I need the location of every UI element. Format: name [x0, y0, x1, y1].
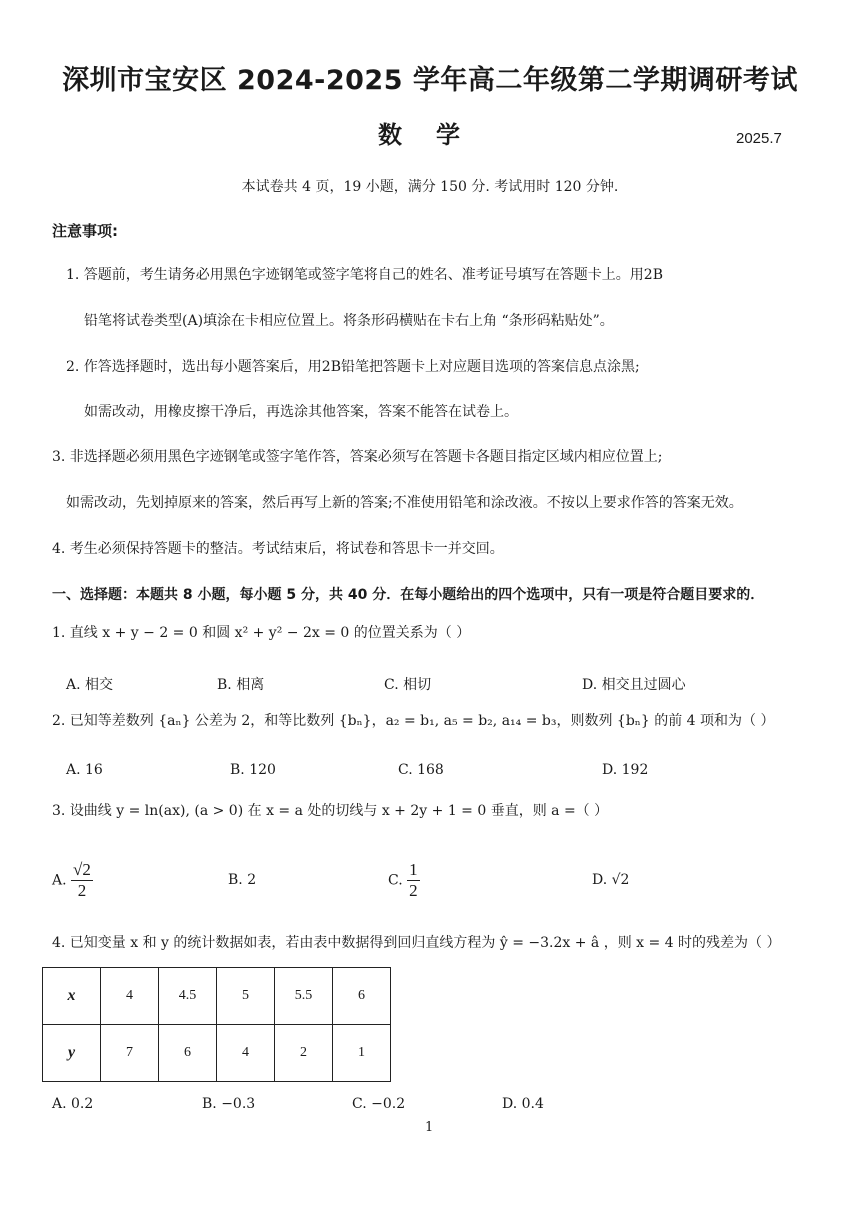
- section-heading: 一、选择题：本题共 8 小题，每小题 5 分，共 40 分．在每小题给出的四个选项中，只有一项是符合题目要求的．: [52, 587, 765, 603]
- q2-option-d: D. 192: [602, 762, 649, 778]
- exam-title: 深圳市宝安区 2024-2025 学年高二年级第二学期调研考试: [62, 65, 798, 96]
- q3-option-c: [388, 860, 420, 901]
- question-4: 4. 已知变量 x 和 y 的统计数据如表，若由表中数据得到回归直线方程为 ŷ = −3.2x + â ，则 x = 4 时的残差为（ ）: [52, 935, 781, 951]
- q4-option-d: D. 0.4: [502, 1096, 544, 1112]
- table-cell: 1: [333, 1025, 391, 1082]
- notice-heading: 注意事项:: [52, 222, 118, 240]
- notice-item-1b: 铅笔将试卷类型(A)填涂在卡相应位置上。将条形码横贴在卡右上角 “条形码粘贴处”。: [84, 313, 614, 329]
- table-cell: 4: [217, 1025, 275, 1082]
- q3-option-a-denominator: 2: [77, 881, 87, 900]
- q2-option-c: C. 168: [398, 762, 444, 778]
- page-number: 1: [425, 1120, 434, 1135]
- q3-option-c-numerator: 1: [409, 860, 418, 879]
- table-cell: 4.5: [159, 968, 217, 1025]
- q4-option-b: B. −0.3: [202, 1096, 256, 1112]
- notice-item-2a: 2. 作答选择题时，选出每小题答案后，用2B铅笔把答题卡上对应题目选项的答案信息点涂黑;: [66, 359, 640, 375]
- q2-option-b: B. 120: [230, 762, 276, 778]
- q1-option-c: C. 相切: [384, 677, 432, 693]
- table-cell: 6: [333, 968, 391, 1025]
- q3-option-c-label: C.: [388, 872, 403, 889]
- table-cell: 7: [101, 1025, 159, 1082]
- subject-title: 数学: [378, 121, 494, 149]
- q4-option-a: A. 0.2: [52, 1096, 94, 1112]
- q3-option-a-fraction: [71, 860, 93, 901]
- q1-option-b: B. 相离: [217, 677, 265, 693]
- table-cell: 4: [101, 968, 159, 1025]
- q3-option-a: [52, 860, 93, 901]
- q3-option-b: B. 2: [228, 872, 257, 888]
- table-cell: 5: [217, 968, 275, 1025]
- table-cell: x: [43, 968, 101, 1025]
- statistics-table: [42, 967, 391, 1082]
- table-cell: 5.5: [275, 968, 333, 1025]
- table-row-x: [43, 968, 391, 1025]
- notice-item-3a: 3. 非选择题必须用黑色字迹钢笔或签字笔作答，答案必须写在答题卡各题目指定区域内相应位置上;: [52, 449, 663, 465]
- notice-item-3b: 如需改动，先划掉原来的答案，然后再写上新的答案;不准使用铅笔和涂改液。不按以上要求作答的答案无效。: [66, 495, 743, 511]
- question-3: 3. 设曲线 y = ln(ax), (a > 0) 在 x = a 处的切线与 x + 2y + 1 = 0 垂直，则 a =（ ）: [52, 803, 609, 819]
- table-cell: y: [43, 1025, 101, 1082]
- notice-item-4: 4. 考生必须保持答题卡的整洁。考试结束后，将试卷和答思卡一并交回。: [52, 541, 504, 557]
- q3-option-d: D. √2: [592, 872, 630, 888]
- question-2: 2. 已知等差数列 {aₙ} 公差为 2，和等比数列 {bₙ}，a₂ = b₁, a₅ = b₂, a₁₄ = b₃，则数列 {bₙ} 的前 4 项和为（ ）: [52, 713, 775, 729]
- notice-item-2b: 如需改动，用橡皮擦干净后，再选涂其他答案，答案不能答在试卷上。: [84, 404, 518, 420]
- q2-option-a: A. 16: [66, 762, 103, 778]
- table-cell: 6: [159, 1025, 217, 1082]
- q1-option-d: D. 相交且过圆心: [582, 677, 686, 693]
- exam-date: 2025.7: [736, 130, 782, 147]
- question-1: 1. 直线 x + y − 2 = 0 和圆 x² + y² − 2x = 0 的位置关系为（ ）: [52, 625, 471, 641]
- table-row-y: [43, 1025, 391, 1082]
- q3-option-a-numerator: √2: [73, 860, 91, 879]
- q3-option-c-denominator: 2: [409, 881, 418, 900]
- q3-option-c-fraction: [407, 860, 420, 901]
- q3-option-a-label: A.: [52, 872, 67, 889]
- exam-intro: 本试卷共 4 页，19 小题，满分 150 分. 考试用时 120 分钟.: [241, 179, 619, 195]
- q1-option-a: A. 相交: [66, 677, 114, 693]
- q4-option-c: C. −0.2: [352, 1096, 406, 1112]
- notice-item-1a: 1. 答题前，考生请务必用黑色字迹钢笔或签字笔将自己的姓名、准考证号填写在答题卡上。用2B: [66, 267, 664, 283]
- table-cell: 2: [275, 1025, 333, 1082]
